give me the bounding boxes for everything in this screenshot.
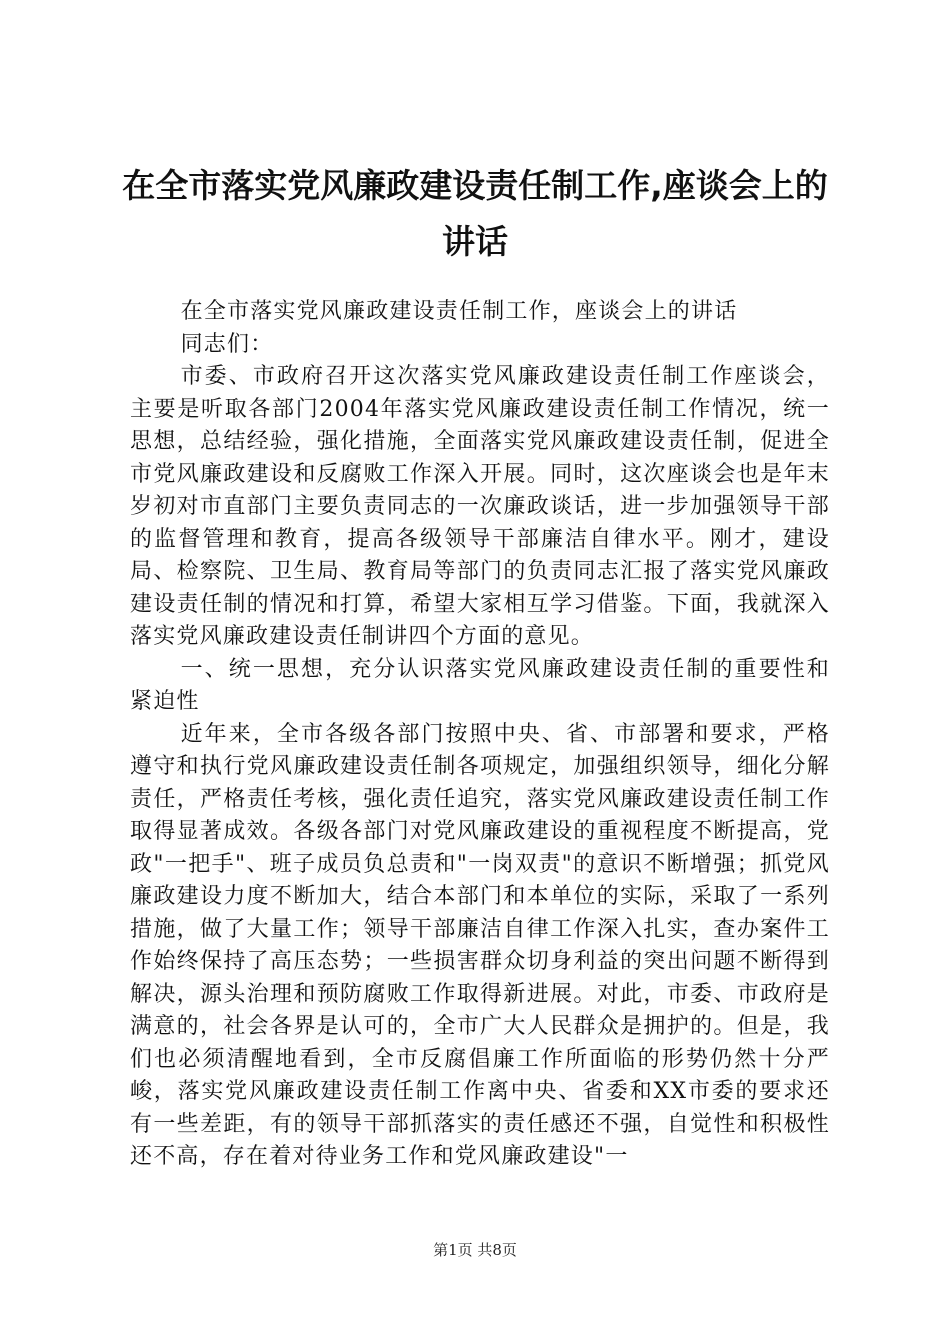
body-paragraph: 同志们：	[180, 331, 274, 357]
body-paragraph: 市委、市政府召开这次落实党风廉政建设责任制工作座谈会，主要是听取各部门2004年落实党风廉政建设责任制工作情况，统一思想，总结经验，强化措施，全面落实党风廉政建设责任制，促进全市党风廉政建设和反腐败工作深入开展。同时，这次座谈会也是年末岁初对市直部门主要负责同志的一次廉政谈话，进一步加强领导干部的监督管理和教育，提高各级领导干部廉洁自律水平。刚才，建设局、检察院、卫生局、教育局等部门的负责同志汇报了落实党风廉政建设责任制的情况和打算，希望大家相互学习借鉴。下面，我就深入落实党风廉政建设责任制讲四个方面的意见。	[130, 364, 830, 649]
document-body	[130, 296, 830, 1174]
document-title: 在全市落实党风廉政建设责任制工作,座谈会上的讲话	[122, 166, 828, 261]
body-paragraph: 在全市落实党风廉政建设责任制工作，座谈会上的讲话	[180, 299, 738, 324]
body-paragraph: 近年来，全市各级各部门按照中央、省、市部署和要求，严格遵守和执行党风廉政建设责任制各项规定，加强组织领导，细化分解责任，严格责任考核，强化责任追究，落实党风廉政建设责任制工作取得显著成效。各级各部门对党风廉政建设的重视程度不断提高，党政"一把手"、班子成员负总责和"一岗双责"的意识不断增强；抓党风廉政建设力度不断加大，结合本部门和本单位的实际，采取了一系列措施，做了大量工作；领导干部廉洁自律工作深入扎实，查办案件工作始终保持了高压态势；一些损害群众切身利益的突出问题不断得到解决，源头治理和预防腐败工作取得新进展。对此，市委、市政府是满意的，社会各界是认可的，全市广大人民群众是拥护的。但是，我们也必须清醒地看到，全市反腐倡廉工作所面临的形势仍然十分严峻，落实党风廉政建设责任制工作离中央、省委和XX市委的要求还有一些差距，有的领导干部抓落实的责任感还不强，自觉性和积极性还不高，存在着对待业务工作和党风廉政建设"一	[130, 721, 830, 1169]
page-number-footer: 第1页 共8页	[433, 1241, 517, 1259]
body-paragraph: 一、统一思想，充分认识落实党风廉政建设责任制的重要性和紧迫性	[130, 656, 830, 714]
